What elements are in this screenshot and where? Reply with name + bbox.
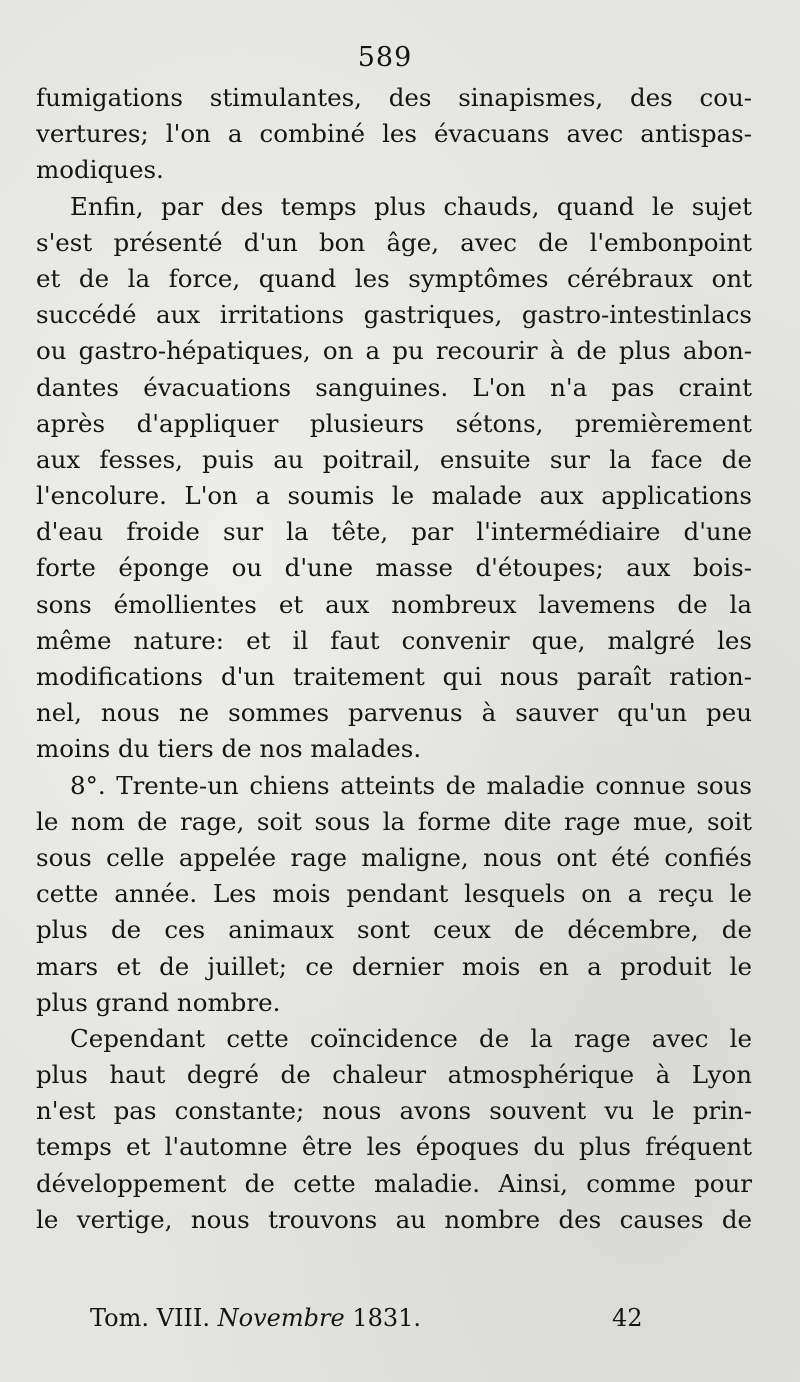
text-line: développement de cette maladie. Ainsi, comme pour xyxy=(36,1168,752,1198)
page-number: 589 xyxy=(357,42,413,73)
text-line: forte éponge ou d'une masse d'étoupes; aux bois- xyxy=(36,553,752,583)
text-line: cette année. Les mois pendant lesquels on a reçu le xyxy=(36,879,752,909)
footer-signature: 42 xyxy=(612,1304,643,1332)
text-line: 8°. Trente-un chiens atteints de maladie connue sous xyxy=(70,770,752,800)
text-line: moins du tiers de nos malades. xyxy=(36,734,422,764)
text-line: Enfin, par des temps plus chauds, quand le sujet xyxy=(70,191,752,221)
page-footer xyxy=(90,1300,650,1336)
text-line: n'est pas constante; nous avons souvent vu le prin- xyxy=(36,1096,752,1126)
body-text xyxy=(36,80,752,1238)
text-line: sons émollientes et aux nombreux lavemens de la xyxy=(36,589,752,619)
text-line: ou gastro-hépatiques, on a pu recourir à de plus abon- xyxy=(36,336,752,366)
text-line: nel, nous ne sommes parvenus à sauver qu'un peu xyxy=(36,698,752,728)
text-line: dantes évacuations sanguines. L'on n'a pas craint xyxy=(36,372,752,402)
text-line: fumigations stimulantes, des sinapismes, des cou- xyxy=(36,83,752,112)
text-line: l'encolure. L'on a soumis le malade aux applications xyxy=(36,481,752,511)
text-line: plus de ces animaux sont ceux de décembre, de xyxy=(36,915,752,945)
text-line: mars et de juillet; ce dernier mois en a produit le xyxy=(36,951,752,981)
text-line: s'est présenté d'un bon âge, avec de l'embonpoint xyxy=(36,227,752,257)
text-line: vertures; l'on a combiné les évacuans avec antispas- xyxy=(36,119,752,149)
text-line: aux fesses, puis au poitrail, ensuite sur la face de xyxy=(36,444,752,474)
text-line: temps et l'automne être les époques du plus fréquent xyxy=(36,1132,752,1162)
footer-month: Novembre xyxy=(217,1304,345,1332)
text-line: plus grand nombre. xyxy=(36,987,281,1017)
text-line: modifications d'un traitement qui nous paraît ration- xyxy=(36,662,752,691)
text-line: Cependant cette coïncidence de la rage avec le xyxy=(70,1023,752,1053)
footer-volume xyxy=(90,1300,421,1336)
text-line: succédé aux irritations gastriques, gastro-intestinlacs xyxy=(36,300,752,330)
text-line: plus haut degré de chaleur atmosphérique à Lyon xyxy=(36,1060,752,1090)
text-line: le nom de rage, soit sous la forme dite rage mue, soit xyxy=(36,806,752,836)
text-line: même nature: et il faut convenir que, malgré les xyxy=(36,625,752,655)
footer-year: 1831. xyxy=(352,1304,422,1332)
text-line: et de la force, quand les symptômes cérébraux ont xyxy=(36,263,752,293)
text-line: sous celle appelée rage maligne, nous ont été confiés xyxy=(36,842,752,872)
text-line: le vertige, nous trouvons au nombre des causes de xyxy=(36,1204,752,1234)
text-line: après d'appliquer plusieurs sétons, premièrement xyxy=(36,408,752,438)
text-line: d'eau froide sur la tête, par l'intermédiaire d'une xyxy=(36,517,752,547)
text-line: modiques. xyxy=(36,155,164,185)
footer-tome: Tom. VIII. xyxy=(90,1304,211,1332)
